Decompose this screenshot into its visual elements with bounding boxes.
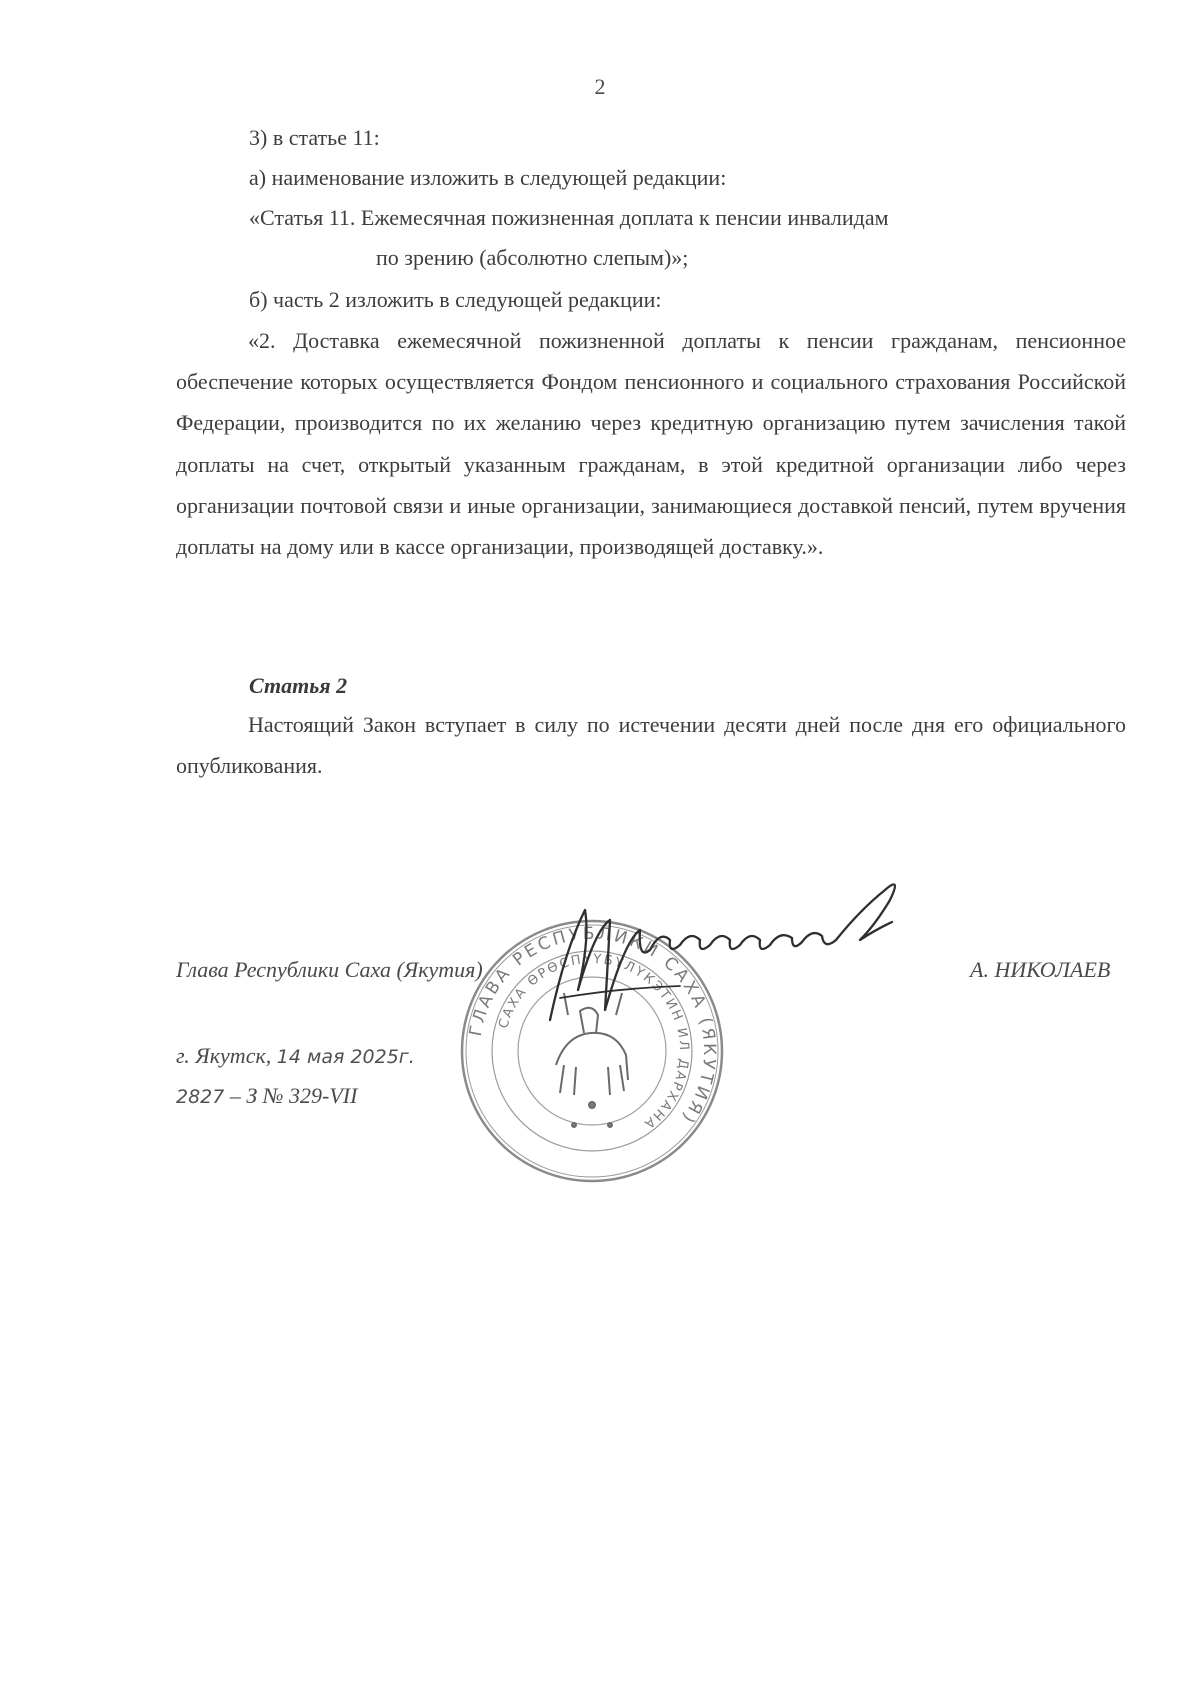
amendment-item-b: б) часть 2 изложить в следующей редакции:: [249, 287, 662, 312]
page-number: 2: [594, 74, 606, 99]
signing-place: г. Якутск,: [176, 1043, 272, 1068]
signing-place-date: [176, 1043, 415, 1069]
amendment-item-a: а) наименование изложить в следующей редакции:: [249, 165, 727, 190]
article-2-text: Настоящий Закон вступает в силу по истечении десяти дней после дня его официального опубликования.: [176, 712, 1126, 779]
seal-outer-text: ГЛАВА РЕСПУБЛИКИ САХА (ЯКУТИЯ): [465, 923, 720, 1129]
article-2-heading: Статья 2: [249, 673, 348, 698]
new-title-line-2: по зрению (абсолютно слепым)»;: [376, 245, 689, 270]
law-number-handwritten: 2827: [176, 1086, 225, 1108]
law-number-printed: – З № 329-VII: [229, 1083, 358, 1108]
handwritten-signature: [530, 870, 950, 1050]
seal-inner-text: САХА ӨРӨСПҮҮБҮЛҮКЭТИН ИЛ ДАРХАНА: [496, 951, 692, 1133]
signing-date-handwritten: 14 мая 2025г.: [276, 1046, 415, 1068]
new-title-line-1: «Статья 11. Ежемесячная пожизненная доплата к пенсии инвалидам: [249, 205, 889, 230]
law-number: [176, 1083, 357, 1109]
signatory-name: А. НИКОЛАЕВ: [970, 957, 1111, 982]
signatory-title: Глава Республики Саха (Якутия): [176, 957, 483, 982]
amendment-item-3: 3) в статье 11:: [249, 125, 380, 150]
part2-paragraph: «2. Доставка ежемесячной пожизненной доплаты к пенсии гражданам, пенсионное обеспечение которых осуществляется Фондом пенсионного и социального страхования Российской Федерации, производится по их желанию через кредитную организацию путем зачисления такой доплаты на счет, открытый указанным гражданам, в этой кредитной организации либо через организации почтовой связи и иные организации, занимающиеся доставкой пенсий, путем вручения доплаты на дому или в кассе организации, производящей доставку.».: [176, 328, 1126, 560]
